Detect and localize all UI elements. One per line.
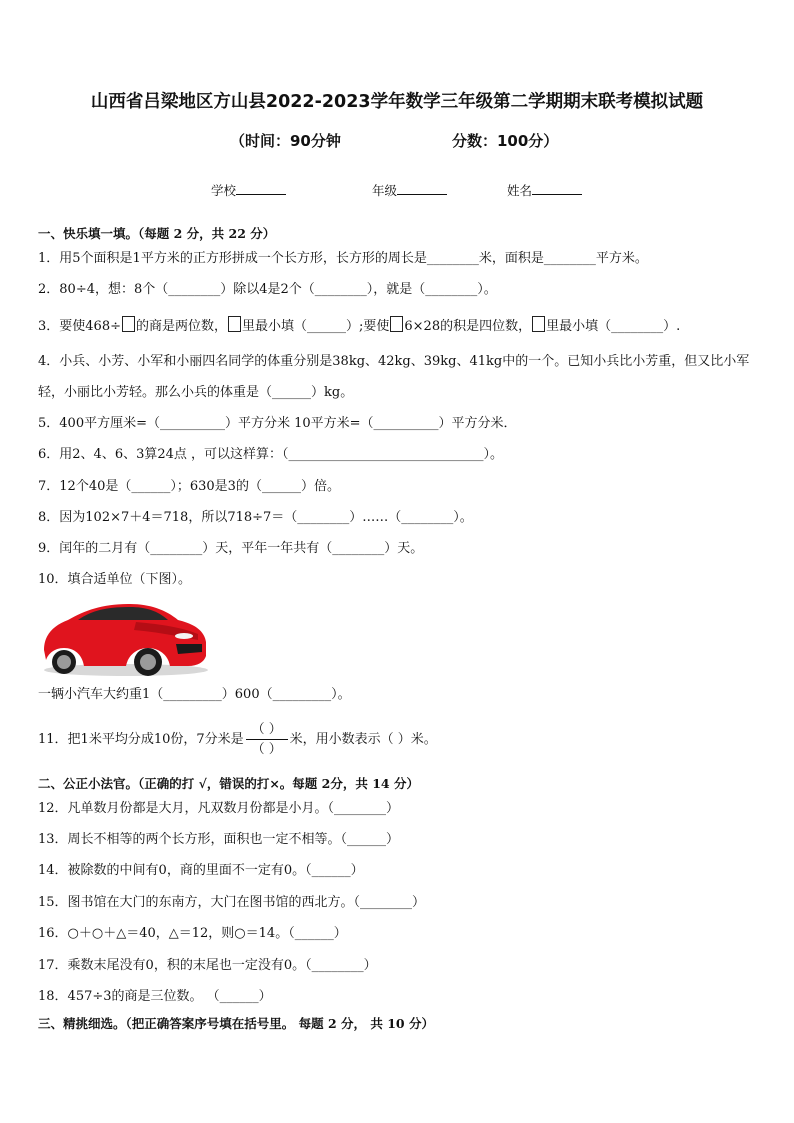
question-9: 9．闰年的二月有（________）天，平年一年共有（________）天。 [38,541,424,556]
exam-title: 山西省吕梁地区方山县2022-2023学年数学三年级第二学期期末联考模拟试题 [90,92,704,112]
exam-score: 分数：100分） [452,132,559,150]
question-15: 15．图书馆在大门的东南方，大门在图书馆的西北方。（________） [38,895,426,910]
question-5: 5．400平方厘米=（__________）平方分米 10平方米=（__________）平方分米． [38,416,517,431]
school-field [211,181,286,199]
question-17: 17．乘数末尾没有0，积的末尾也一定没有0。（________） [38,958,377,973]
name-label: 姓名 [507,183,533,198]
question-1: 1．用5个面积是1平方米的正方形拼成一个长方形，长方形的周长是________米，面积是________平方米。 [38,251,648,266]
blank-box [228,316,241,332]
red-car-image [38,596,210,678]
question-11: 11．把1米平均分成10份，7分米是 $\frac{( )}{( )}$ 米，用小数表示（ ）米。 [38,722,437,757]
grade-label: 年级 [372,183,398,198]
question-6: 6．用2、4、6、3算24点 ，可以这样算：（______________________________）。 [38,447,504,462]
school-label: 学校 [211,183,237,198]
blank-box [390,316,403,332]
name-field [507,181,582,199]
section-1-heading: 一、快乐填一填。（每题 2 分，共 22 分） [38,226,276,241]
fraction: $\frac{( )}{( )}$ [246,721,288,758]
grade-field [372,181,447,199]
question-10: 10．填合适单位（下图）。 [38,572,192,587]
question-14: 14．被除数的中间有0，商的里面不一定有0。（______） [38,863,364,878]
name-blank[interactable] [532,182,582,195]
section-2-heading: 二、公正小法官。（正确的打 √，错误的打×。每题 2分，共 14 分） [38,776,419,791]
question-4: 4．小兵、小芳、小军和小丽四名同学的体重分别是38kg、42kg、39kg、41kg中的一个。已知小兵比小芳重，但又比小军轻，小丽比小芳轻。那么小兵的体重是（______）kg。 [38,354,750,400]
section-3-heading: 三、精挑细选。（把正确答案序号填在括号里。 每题 2 分， 共 10 分） [38,1016,434,1031]
school-blank[interactable] [236,182,286,195]
question-16: 16．○＋○＋△＝40，△＝12，则○＝14。（______） [38,926,347,941]
grade-blank[interactable] [397,182,447,195]
question-12: 12．凡单数月份都是大月，凡双数月份都是小月。（________） [38,801,400,816]
question-13: 13．周长不相等的两个长方形，面积也一定不相等。（______） [38,832,400,847]
blank-box [122,316,135,332]
question-10-answer: 一辆小汽车大约重1（_________）600（_________）。 [38,687,351,702]
question-7: 7．12个40是（______）；630是3的（______）倍。 [38,479,340,494]
question-8: 8．因为102×7＋4＝718，所以718÷7＝（________）……（________）。 [38,510,473,525]
question-18: 18．457÷3的商是三位数。 （______） [38,989,272,1004]
exam-time: （时间：90分钟 [230,132,341,150]
blank-box [532,316,545,332]
question-2: 2．80÷4，想：8个（________）除以4是2个（________），就是（________）。 [38,282,497,297]
question-3: 3．要使468÷ 的商是两位数， 里最小填（______）;要使 6×28的积是四位数， 里最小填（________）. [38,316,680,336]
